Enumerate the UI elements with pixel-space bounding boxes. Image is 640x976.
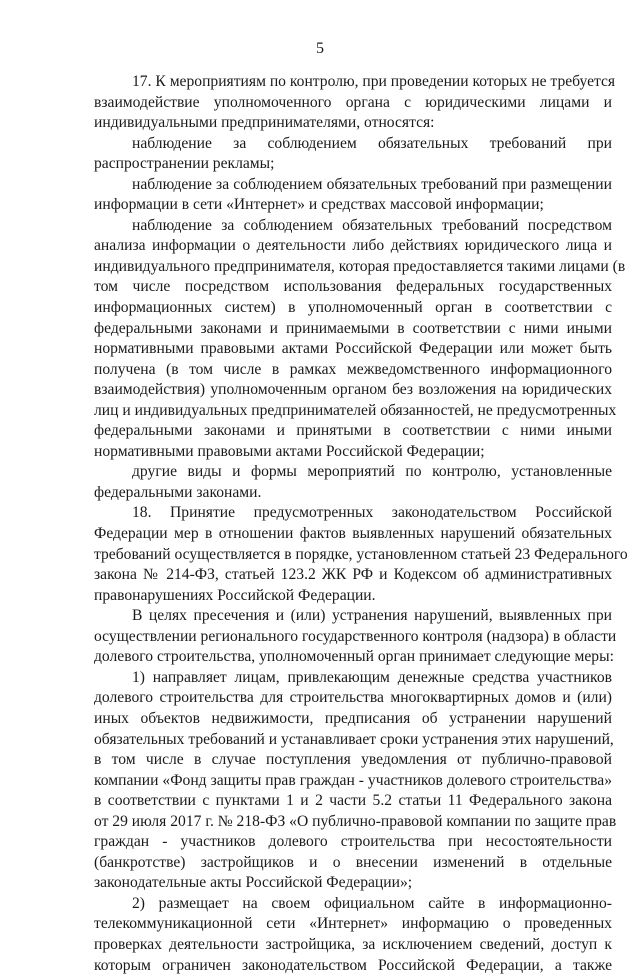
text-line: 18. Принятие предусмотренных законодательством Российской	[132, 504, 612, 522]
text-line: В целях пресечения и (или) устранения нарушений, выявленных при	[132, 607, 612, 625]
paragraph-p18-1	[94, 668, 617, 894]
text-line: анализа информации о деятельности либо действиях юридического лица и	[94, 237, 612, 255]
paragraph-p18-a	[94, 606, 617, 668]
text-line: Федерации мер в отношении фактов выявленных нарушений обязательных	[94, 525, 612, 543]
text-line: (банкротстве) застройщиков и о внесении изменений в отдельные	[94, 853, 612, 871]
text-line: нормативными правовыми актами Российской Федерации;	[94, 442, 485, 460]
paragraph-p17-a	[94, 134, 612, 175]
paragraph-p18-2	[94, 894, 612, 976]
page-number: 5	[316, 40, 324, 57]
text-line: федеральными законами и принятыми в соответствии с ними иными	[94, 422, 612, 440]
text-line: в соответствии с пунктами 1 и 2 части 5.2 статьи 11 Федерального закона	[94, 792, 612, 810]
text-line: долевого строительства для строительства многоквартирных домов и (или)	[94, 689, 612, 707]
text-line: нормативными правовыми актами Российской Федерации или может быть	[94, 340, 612, 358]
text-line: информации в сети «Интернет» и средствах массовой информации;	[94, 196, 544, 214]
text-line: том числе посредством использования федеральных государственных	[94, 278, 612, 296]
paragraph-p17	[94, 72, 616, 134]
text-line: получена (в том числе в рамках межведомственного информационного	[94, 360, 612, 378]
text-line: долевого строительства, уполномоченный орган принимает следующие меры:	[94, 648, 614, 666]
text-line: закона № 214-ФЗ, статьей 123.2 ЖК РФ и Кодексом об административных	[94, 566, 612, 584]
text-line: индивидуальными предпринимателями, относятся:	[94, 114, 435, 132]
text-line: граждан - участников долевого строительства при несостоятельности	[94, 833, 612, 851]
document-body	[94, 72, 628, 976]
text-line: наблюдение за соблюдением обязательных требований при	[132, 134, 612, 152]
text-line: иных объектов недвижимости, предписания об устранении нарушений	[94, 709, 612, 727]
paragraph-p17-b	[94, 175, 612, 216]
text-line: осуществлении регионального государственного контроля (надзора) в области	[94, 627, 617, 645]
text-line: требований осуществляется в порядке, установленном статьей 23 Федерального	[94, 545, 628, 563]
text-line: компании «Фонд защиты прав граждан - участников долевого строительства»	[94, 771, 612, 789]
text-line: 1) направляет лицам, привлекающим денежные средства участников	[132, 668, 612, 686]
text-line: законодательные акты Российской Федерации»;	[94, 874, 413, 892]
text-line: взаимодействия) уполномоченным органом без возложения на юридических	[94, 381, 612, 399]
text-line: телекоммуникационной сети «Интернет» информацию о проведенных	[94, 915, 612, 933]
text-line: информационных систем) в уполномоченный орган в соответствии с	[94, 299, 612, 317]
text-line: 17. К мероприятиям по контролю, при проведении которых не требуется	[132, 73, 616, 90]
text-line: обязательных требований и устанавливает сроки устранения этих нарушений,	[94, 730, 614, 748]
text-line: правонарушениях Российской Федерации.	[94, 586, 376, 604]
paragraph-p17-c	[94, 216, 626, 463]
text-line: федеральными законами.	[94, 483, 262, 501]
text-line: взаимодействие уполномоченного органа с юридическими лицами и	[94, 93, 612, 111]
text-line: которым ограничен законодательством Российской Федерации, а также	[94, 956, 612, 974]
paragraph-p18	[94, 503, 628, 606]
paragraph-p17-d	[94, 462, 612, 503]
text-line: другие виды и формы мероприятий по контролю, установленные	[132, 463, 612, 481]
text-line: федеральными законами и принимаемыми в соответствии с ними иными	[94, 319, 612, 337]
text-line: в том числе в случае поступления уведомления от публично-правовой	[94, 751, 612, 769]
text-line: лиц и индивидуальных предпринимателей обязанностей, не предусмотренных	[94, 401, 617, 419]
text-line: индивидуального предпринимателя, которая предоставляется такими лицами (в	[94, 257, 626, 275]
text-line: 2) размещает на своем официальном сайте в информационно-	[132, 894, 612, 912]
text-line: от 29 июля 2017 г. № 218-ФЗ «О публично-правовой компании по защите прав	[94, 812, 617, 830]
text-line: наблюдение за соблюдением обязательных требований посредством	[132, 216, 612, 234]
text-line: проверках деятельности застройщика, за исключением сведений, доступ к	[94, 935, 612, 953]
text-line: распространении рекламы;	[94, 155, 275, 173]
text-line: наблюдение за соблюдением обязательных требований при размещении	[132, 175, 612, 193]
